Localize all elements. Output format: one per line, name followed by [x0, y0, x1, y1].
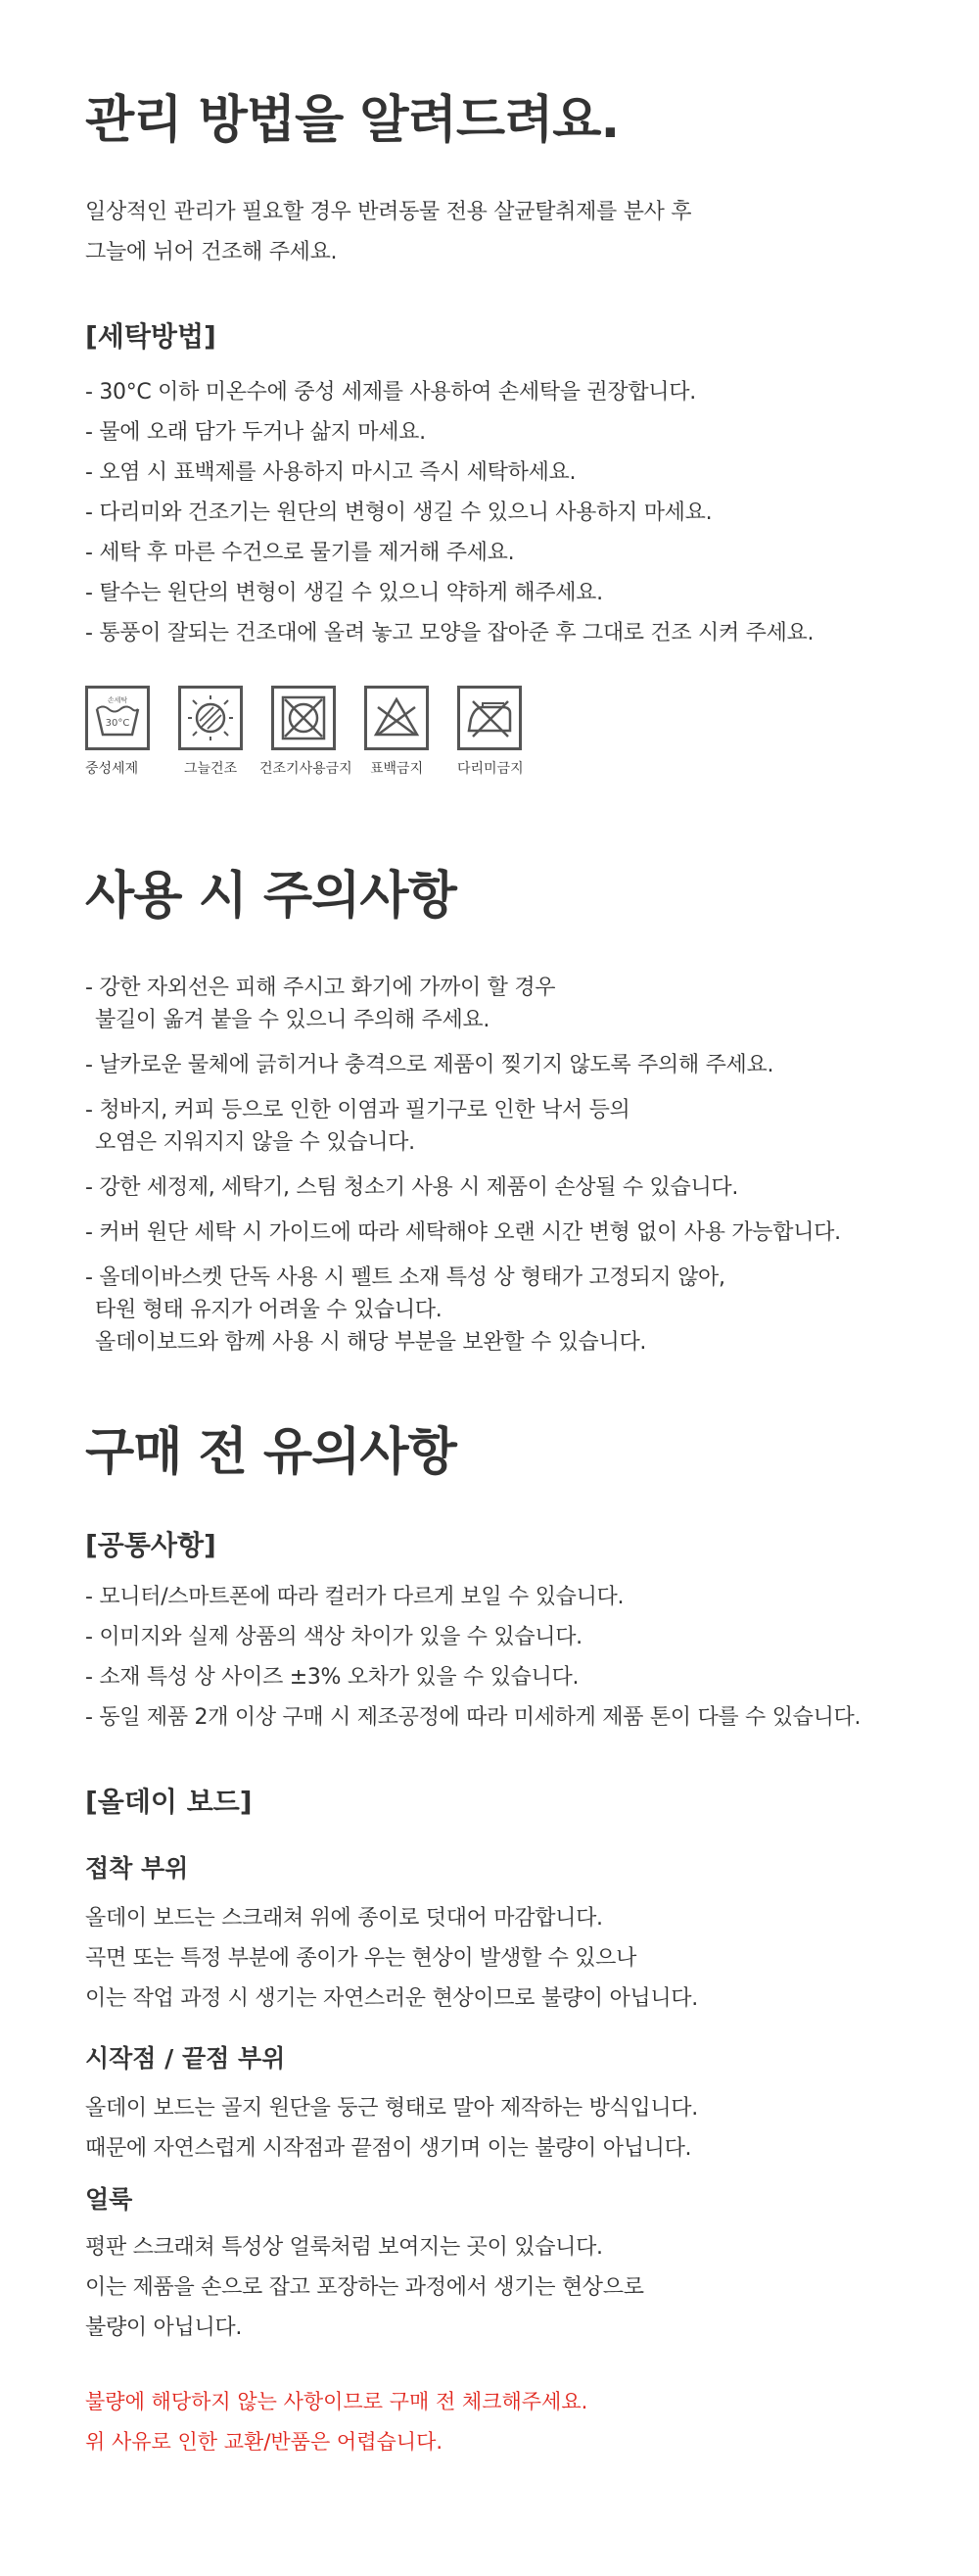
subsection-title: 시작점 / 끝점 부위 [85, 2044, 286, 2073]
caution-item [85, 1049, 927, 1081]
wash-heading: [세탁방법] [85, 320, 216, 353]
common-heading: [공통사항] [85, 1529, 216, 1561]
caution-item [85, 1262, 927, 1359]
wash-item: - 통풍이 잘되는 건조대에 올려 놓고 모양을 잡아준 후 그대로 건조 시켜 주세요. [85, 621, 815, 645]
care-icon-item [457, 686, 550, 778]
notice-line: 불량에 해당하지 않는 사항이므로 구매 전 체크해주세요. [85, 2390, 588, 2413]
board-heading-wrap [85, 1785, 927, 1820]
caution-section [85, 866, 927, 927]
care-icon-item [364, 686, 457, 778]
subsection-line: 이는 제품을 손으로 잡고 포장하는 과정에서 생기는 현상으로 [85, 2275, 644, 2300]
care-section [85, 90, 927, 151]
subsection-line: 때문에 자연스럽게 시작점과 끝점이 생기며 이는 불량이 아닙니다. [85, 2136, 692, 2161]
wash-item: - 탈수는 원단의 변형이 생길 수 있으니 약하게 해주세요. [85, 581, 603, 605]
subsection-line: 곡면 또는 특정 부분에 종이가 우는 현상이 발생할 수 있으나 [85, 1946, 637, 1971]
wash-heading-wrap [85, 319, 927, 355]
caution-line: - 커버 원단 세탁 시 가이드에 따라 세탁해야 오랜 시간 변형 없이 사용 가능합니다. [85, 1220, 841, 1245]
caution-item [85, 972, 927, 1036]
board-sub-stain-text [85, 2227, 927, 2348]
caution-line: - 올데이바스켓 단독 사용 시 펠트 소재 특성 상 형태가 고정되지 않아, [85, 1265, 725, 1290]
common-item: - 소재 특성 상 사이즈 ±3% 오차가 있을 수 있습니다. [85, 1665, 580, 1690]
wash-list-wrap [85, 372, 927, 653]
care-intro [85, 192, 927, 272]
purchase-title: 구매 전 유의사항 [85, 1423, 456, 1482]
wash-item: - 30°C 이하 미온수에 중성 세제를 사용하여 손세탁을 권장합니다. [85, 380, 696, 405]
tub-text-temp: 30°C [105, 718, 130, 729]
subsection-title: 얼룩 [85, 2185, 133, 2214]
common-list-wrap [85, 1577, 927, 1738]
subsection-title: 접착 부위 [85, 1854, 189, 1883]
care-intro-line: 일상적인 관리가 필요할 경우 반려동물 전용 살균탈취제를 분사 후 [85, 200, 692, 224]
caution-title: 사용 시 주의사항 [85, 867, 456, 926]
no-iron-icon [457, 686, 522, 750]
icon-label: 표백금지 [370, 761, 424, 777]
care-intro-line: 그늘에 뉘어 건조해 주세요. [85, 240, 338, 264]
common-item: - 모니터/스마트폰에 따라 컬러가 다르게 보일 수 있습니다. [85, 1585, 625, 1609]
care-title: 관리 방법을 알려드려요. [85, 91, 620, 150]
icon-label: 건조기사용금지 [259, 761, 352, 777]
wash-item: - 다리미와 건조기는 원단의 변형이 생길 수 있으니 사용하지 마세요. [85, 501, 713, 525]
care-icon-item [85, 686, 178, 778]
wash-item: - 오염 시 표백제를 사용하지 마시고 즉시 세탁하세요. [85, 460, 577, 485]
no-bleach-icon [364, 686, 429, 750]
caution-line: - 강한 세정제, 세탁기, 스팀 청소기 사용 시 제품이 손상될 수 있습니다. [85, 1175, 739, 1200]
common-item: - 이미지와 실제 상품의 색상 차이가 있을 수 있습니다. [85, 1625, 583, 1649]
icon-label: 다리미금지 [457, 761, 524, 777]
subsection-line: 올데이 보드는 스크래쳐 위에 종이로 덧대어 마감합니다. [85, 1906, 603, 1931]
care-icon-item [178, 686, 271, 778]
subsection-line: 올데이 보드는 골지 원단을 둥근 형태로 말아 제작하는 방식입니다. [85, 2096, 698, 2121]
caution-line: - 강한 자외선은 피해 주시고 화기에 가까이 할 경우 [85, 976, 556, 1000]
board-sub-adhesive [85, 1853, 927, 1885]
notice-wrap [85, 2382, 927, 2462]
common-heading-wrap [85, 1528, 927, 1563]
wash-item: - 물에 오래 담가 두거나 삶지 마세요. [85, 420, 426, 445]
icon-label: 중성세제 [85, 761, 139, 777]
caution-item [85, 1171, 927, 1204]
purchase-section [85, 1422, 927, 1483]
common-list [85, 1577, 927, 1738]
no-dryer-icon [271, 686, 336, 750]
board-sub-stain [85, 2184, 927, 2217]
board-sub-start-end [85, 2043, 927, 2075]
caution-line: - 청바지, 커피 등으로 인한 이염과 필기구로 인한 낙서 등의 [85, 1098, 630, 1122]
subsection-line: 불량이 아닙니다. [85, 2315, 243, 2340]
caution-item [85, 1094, 927, 1159]
caution-line: 타원 형태 유지가 어려울 수 있습니다. [95, 1298, 443, 1322]
caution-line: 오염은 지워지지 않을 수 있습니다. [95, 1130, 415, 1155]
common-item: - 동일 제품 2개 이상 구매 시 제조공정에 따라 미세하게 제품 톤이 다를 수 있습니다. [85, 1705, 862, 1730]
wash-item: - 세탁 후 마른 수건으로 물기를 제거해 주세요. [85, 541, 515, 565]
caution-line: - 날카로운 물체에 긁히거나 충격으로 제품이 찢기지 않도록 주의해 주세요. [85, 1053, 774, 1077]
caution-item [85, 1216, 927, 1249]
caution-list [85, 972, 927, 1359]
care-icon-item [259, 686, 364, 778]
notice-line: 위 사유로 인한 교환/반품은 어렵습니다. [85, 2430, 443, 2454]
board-heading: [올데이 보드] [85, 1786, 253, 1818]
subsection-line: 평판 스크래쳐 특성상 얼룩처럼 보여지는 곳이 있습니다. [85, 2235, 603, 2260]
care-icons [85, 686, 550, 778]
board-sub-adhesive-text [85, 1898, 927, 2019]
subsection-line: 이는 작업 과정 시 생기는 자연스러운 현상이므로 불량이 아닙니다. [85, 1986, 698, 2011]
neutral-detergent-icon [85, 686, 150, 750]
caution-line: 올데이보드와 함께 사용 시 해당 부분을 보완할 수 있습니다. [95, 1330, 647, 1355]
board-sub-start-end-text [85, 2088, 927, 2169]
wash-list [85, 372, 927, 653]
icon-label: 그늘건조 [184, 761, 238, 777]
tub-text-handwash: 손세탁 [107, 696, 128, 704]
shade-dry-icon [178, 686, 243, 750]
caution-list-wrap [85, 972, 927, 1371]
caution-line: 불길이 옮겨 붙을 수 있으니 주의해 주세요. [95, 1008, 490, 1032]
